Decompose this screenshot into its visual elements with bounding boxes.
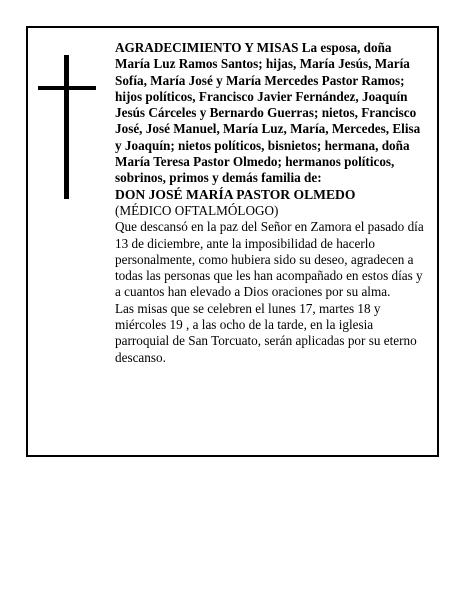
cross-vertical-bar <box>64 55 69 199</box>
notice-thanks-paragraph: Que descansó en la paz del Señor en Zamora el pasado día 13 de diciembre, ante la imposibilidad de hacerlo personalmente, como hubiera sido su deseo, agradecen a todas las personas que les han acompañado en estos días y a cuantos han elevado a Dios oraciones por su alma. <box>115 219 424 300</box>
cross-horizontal-bar <box>38 86 96 90</box>
notice-intro: AGRADECIMIENTO Y MISAS La esposa, doña María Luz Ramos Santos; hijas, María Jesús, María Sofía, María José y María Mercedes Pastor Ramos; hijos políticos, Francisco Javier Fernández, Joaquín Jesús Cárceles y Bernardo Guerras; nietos, Francisco José, José Manuel, María Luz, María, Mercedes, Elisa y Joaquín; nietos políticos, bisnietos; hermana, doña María Teresa Pastor Olmedo; hermanos políticos, sobrinos, primos y demás familia de: <box>115 40 421 186</box>
deceased-profession: (MÉDICO OFTALMÓLOGO) <box>115 202 279 218</box>
deceased-name: DON JOSÉ MARÍA PASTOR OLMEDO <box>115 186 356 202</box>
cross-icon <box>38 55 96 199</box>
notice-text <box>115 40 427 366</box>
obituary-notice <box>26 26 439 457</box>
notice-masses-paragraph: Las misas que se celebren el lunes 17, martes 18 y miércoles 19 , a las ocho de la tarde, en la iglesia parroquial de San Torcuato, serán aplicadas por su eterno descanso. <box>115 300 417 365</box>
